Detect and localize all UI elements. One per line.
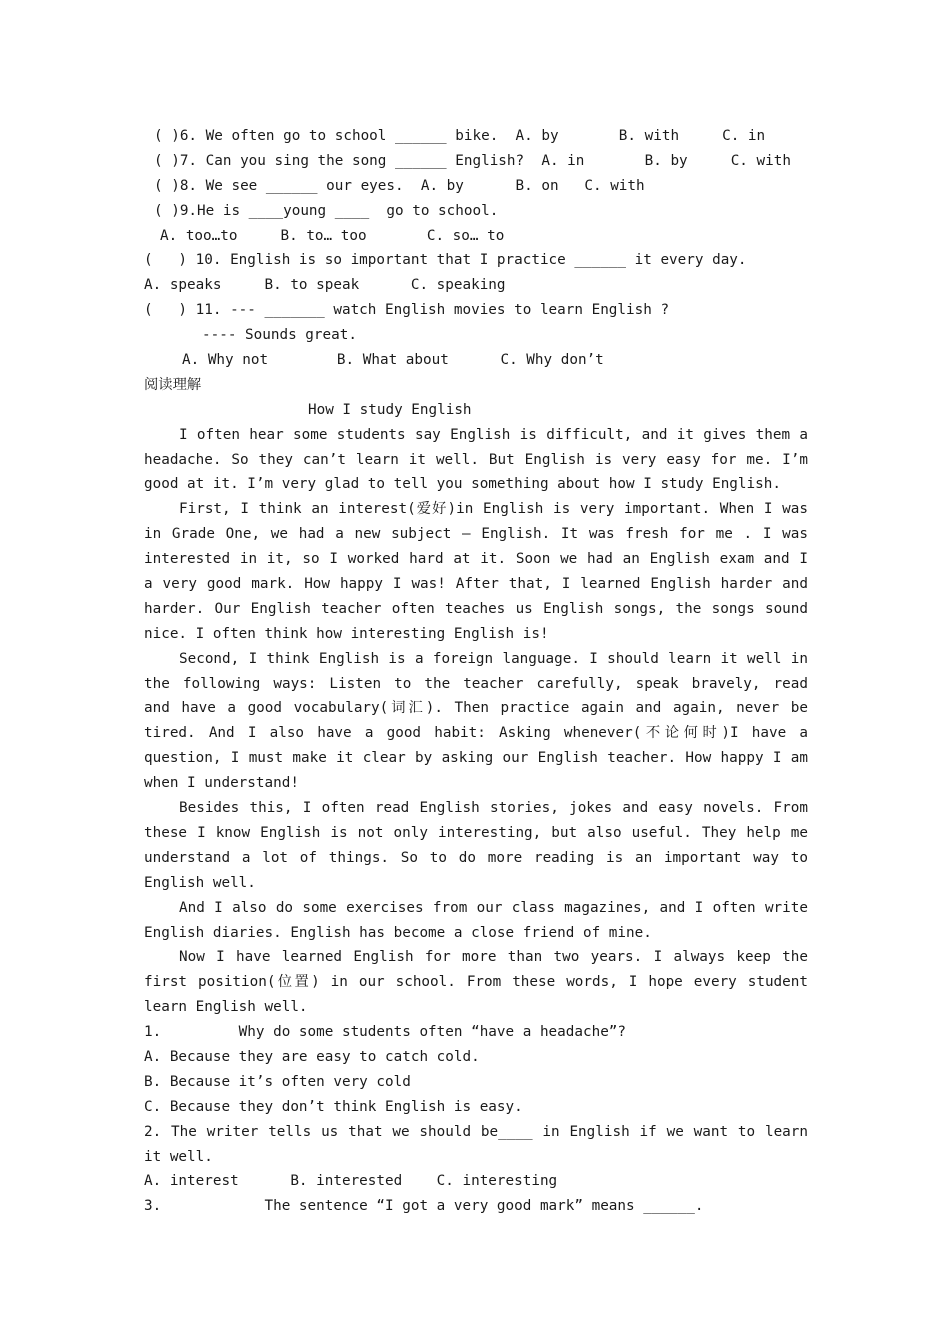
passage-line: and have a good vocabulary(词汇). Then practice again and again, never be bbox=[144, 700, 808, 717]
comprehension-line: 1. Why do some students often “have a headache”? bbox=[144, 1024, 627, 1041]
question-line: A. speaks B. to speak C. speaking bbox=[144, 277, 506, 294]
passage-paragraph bbox=[144, 945, 808, 1020]
passage-line: question, I must make it clear by asking our English teacher. How happy I am bbox=[144, 750, 808, 767]
document-page bbox=[144, 124, 808, 1219]
passage-line: these I know English is not only interesting, but also useful. They help me bbox=[144, 824, 808, 841]
question-line: ( ) 10. English is so important that I practice ______ it every day. bbox=[144, 252, 747, 269]
passage-paragraph bbox=[144, 647, 808, 796]
comprehension-line: A. Because they are easy to catch cold. bbox=[144, 1048, 480, 1065]
passage-paragraph bbox=[144, 497, 808, 646]
question-line: A. Why not B. What about C. Why don’t bbox=[182, 352, 604, 369]
passage-line: Second, I think English is a foreign language. I should learn it well in bbox=[179, 650, 808, 667]
question-line: ---- Sounds great. bbox=[202, 327, 357, 344]
passage-line: harder. Our English teacher often teaches us English songs, the songs sound bbox=[144, 600, 808, 617]
passage-paragraph bbox=[144, 896, 808, 946]
passage-line: English well. bbox=[144, 874, 256, 891]
passage-line: first position(位置) in our school. From these words, I hope every student bbox=[144, 974, 808, 991]
passage-line: nice. I often think how interesting English is! bbox=[144, 625, 549, 642]
comprehension-line: C. Because they don’t think English is easy. bbox=[144, 1098, 523, 1115]
passage-line: when I understand! bbox=[144, 775, 299, 792]
passage-line: interested in it, so I worked hard at it. Soon we had an English exam and I bbox=[144, 551, 808, 568]
question-line: ( )6. We often go to school ______ bike. A. by B. with C. in bbox=[154, 128, 766, 144]
comprehension-line: 2. The writer tells us that we should be____ in English if we want to learn bbox=[144, 1123, 808, 1140]
question-line: ( ) 11. --- _______ watch English movies to learn English ? bbox=[144, 302, 670, 319]
comprehension-line: A. interest B. interested C. interesting bbox=[144, 1173, 558, 1190]
question-line: ( )8. We see ______ our eyes. A. by B. on C. with bbox=[154, 177, 645, 194]
passage-title: How I study English bbox=[308, 401, 472, 418]
passage-line: in Grade One, we had a new subject – English. It was fresh for me . I was bbox=[144, 526, 808, 543]
passage-line: English diaries. English has become a close friend of mine. bbox=[144, 924, 652, 941]
multiple-choice-section bbox=[144, 124, 808, 373]
passage-line: Now I have learned English for more than two years. I always keep the bbox=[179, 949, 808, 966]
comprehension-questions bbox=[144, 1020, 808, 1219]
passage-line: learn English well. bbox=[144, 999, 308, 1016]
comprehension-line: it well. bbox=[144, 1148, 213, 1165]
passage-line: understand a lot of things. So to do more reading is an important way to bbox=[144, 849, 808, 866]
passage-line: a very good mark. How happy I was! After that, I learned English harder and bbox=[144, 576, 808, 593]
reading-passage bbox=[144, 423, 808, 1020]
question-line: A. too…to B. to… too C. so… to bbox=[160, 227, 505, 244]
comprehension-line: 3. The sentence “I got a very good mark” means ______. bbox=[144, 1198, 704, 1215]
passage-paragraph bbox=[144, 796, 808, 896]
passage-line: headache. So they can’t learn it well. But English is very easy for me. I’m bbox=[144, 451, 808, 468]
question-line: ( )7. Can you sing the song ______ English? A. in B. by C. with bbox=[154, 152, 791, 169]
comprehension-line: B. Because it’s often very cold bbox=[144, 1073, 411, 1090]
passage-paragraph bbox=[144, 423, 808, 498]
passage-line: the following ways: Listen to the teacher carefully, speak bravely, read bbox=[144, 675, 808, 692]
passage-line: Besides this, I often read English stories, jokes and easy novels. From bbox=[179, 800, 808, 817]
passage-line: First, I think an interest(爱好)in English is very important. When I was bbox=[179, 501, 808, 518]
passage-line: tired. And I also have a good habit: Asking whenever(不论何时)I have a bbox=[144, 725, 808, 742]
section-heading-reading: 阅读理解 bbox=[144, 376, 202, 393]
passage-line: I often hear some students say English is difficult, and it gives them a bbox=[179, 426, 808, 443]
passage-line: And I also do some exercises from our class magazines, and I often write bbox=[179, 899, 808, 916]
passage-line: good at it. I’m very glad to tell you something about how I study English. bbox=[144, 476, 781, 493]
question-line: ( )9.He is ____young ____ go to school. bbox=[154, 202, 499, 219]
